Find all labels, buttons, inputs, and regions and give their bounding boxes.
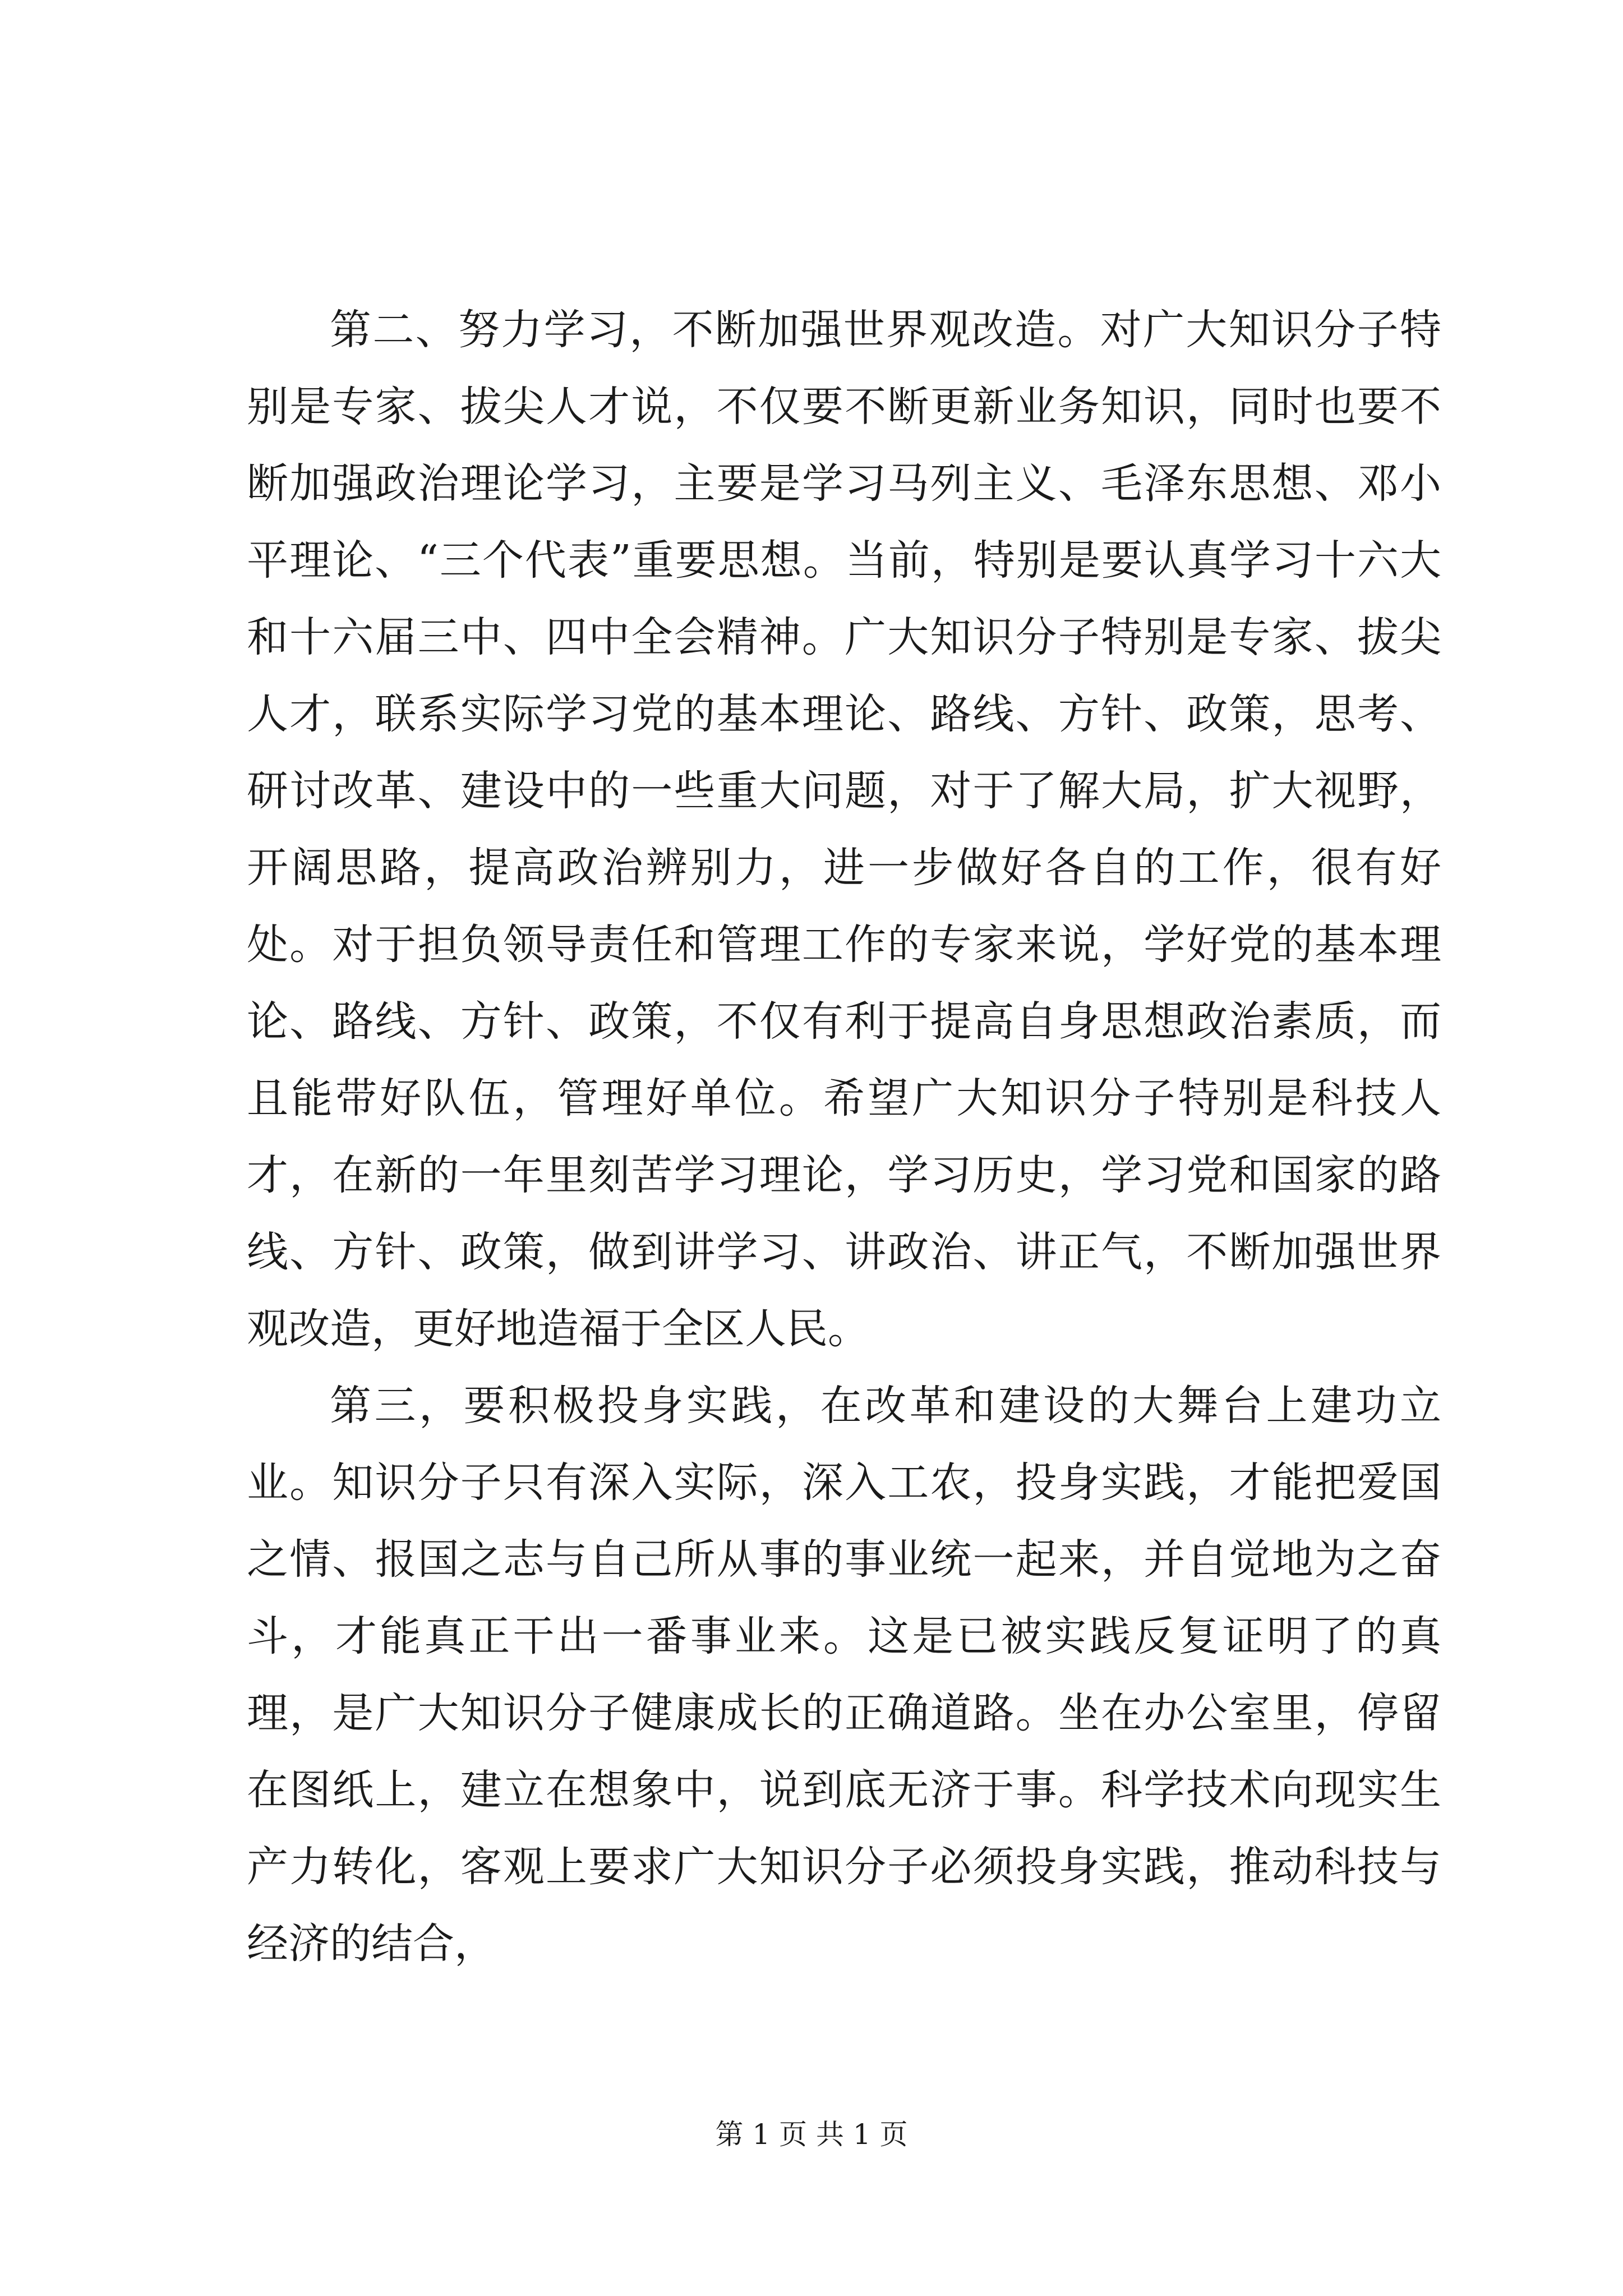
paragraph-third-point: 第三，要积极投身实践，在改革和建设的大舞台上建功立业。知识分子只有深入实际，深入工农，投身实践，才能把爱国之情、报国之志与自己所从事的事业统一起来，并自觉地为之奋斗，才能真正干出一番事业来。这是已被实践反复证明了的真理，是广大知识分子健康成长的正确道路。坐在办公室里，停留在图纸上，建立在想象中，说到底无济于事。科学技术向现实生产力转化，客观上要求广大知识分子必须投身实践，推动科技与经济的结合， [247,1382,1441,1968]
page-footer: 第 1 页 共 1 页 [715,2118,908,2151]
document-body [247,292,1441,1982]
paragraph-second-point: 第二、努力学习，不断加强世界观改造。对广大知识分子特别是专家、拔尖人才说，不仅要不断更新业务知识，同时也要不断加强政治理论学习，主要是学习马列主义、毛泽东思想、邓小平理论、“三个代表”重要思想。当前，特别是要认真学习十六大和十六届三中、四中全会精神。广大知识分子特别是专家、拔尖人才，联系实际学习党的基本理论、路线、方针、政策，思考、研讨改革、建设中的一些重大问题，对于了解大局，扩大视野，开阔思路，提高政治辨别力，进一步做好各自的工作，很有好处。对于担负领导责任和管理工作的专家来说，学好党的基本理论、路线、方针、政策，不仅有利于提高自身思想政治素质，而且能带好队伍，管理好单位。希望广大知识分子特别是科技人才，在新的一年里刻苦学习理论，学习历史，学习党和国家的路线、方针、政策，做到讲学习、讲政治、讲正气，不断加强世界观改造，更好地造福于全区人民。 [247,306,1441,1353]
